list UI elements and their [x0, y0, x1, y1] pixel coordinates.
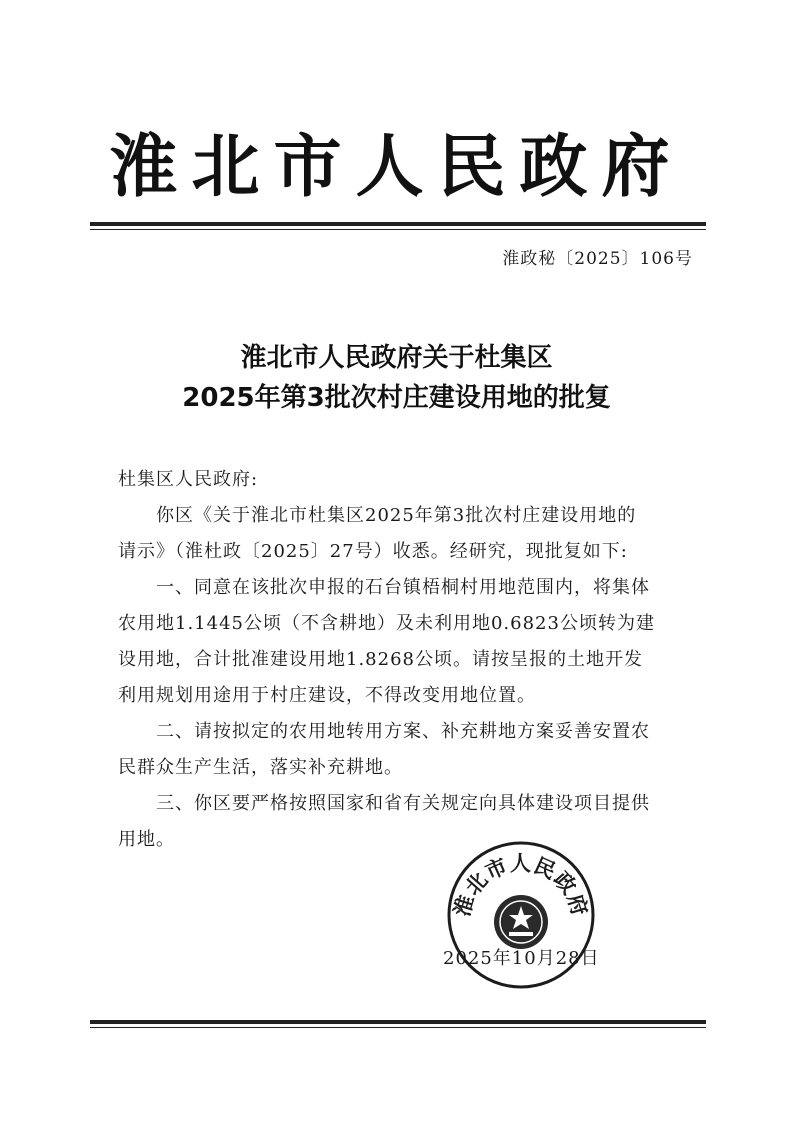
- document-title-line-2: 2025年第3批次村庄建设用地的批复: [182, 383, 611, 413]
- footer-rule-thin: [90, 1027, 706, 1028]
- paragraph-line: 二、请按拟定的农用地转用方案、补充耕地方案妥善安置农: [156, 721, 650, 742]
- national-emblem-icon: [494, 895, 548, 949]
- paragraph-item-1: [118, 570, 678, 714]
- paragraph-line: 用地。: [118, 829, 175, 850]
- paragraph-line: 利用规划用途用于村庄建设，不得改变用地位置。: [118, 685, 536, 706]
- footer-rule-thick: [90, 1020, 706, 1024]
- document-title-line-1: 淮北市人民政府关于杜集区: [240, 343, 553, 373]
- paragraph-line: 请示》（淮杜政〔2025〕27号）收悉。经研究，现批复如下:: [118, 541, 628, 562]
- document-number: 淮政秘〔2025〕106号: [502, 249, 693, 269]
- paragraph-line: 三、你区要严格按照国家和省有关规定向具体建设项目提供: [156, 793, 650, 814]
- seal-text: 淮北市人民政府: [449, 851, 593, 920]
- paragraph-line: 一、同意在该批次申报的石台镇梧桐村用地范围内，将集体: [156, 577, 650, 598]
- masthead-rule-thick: [90, 222, 706, 226]
- paragraph-line: 农用地1.1445公顷（不含耕地）及未利用地0.6823公顷转为建: [118, 613, 655, 634]
- salutation: 杜集区人民政府:: [118, 469, 259, 490]
- paragraph-line: 民群众生产生活，落实补充耕地。: [118, 757, 403, 778]
- masthead-rule-thin: [90, 229, 706, 230]
- org-masthead: 淮北市人民政府: [109, 128, 684, 207]
- paragraph-intro: [118, 498, 678, 570]
- paragraph-line: 设用地，合计批准建设用地1.8268公顷。请按呈报的土地开发: [118, 649, 643, 670]
- paragraph-item-2: [118, 714, 678, 786]
- paragraph-line: 你区《关于淮北市杜集区2025年第3批次村庄建设用地的: [156, 505, 637, 526]
- document-date: 2025年10月28日: [443, 948, 600, 969]
